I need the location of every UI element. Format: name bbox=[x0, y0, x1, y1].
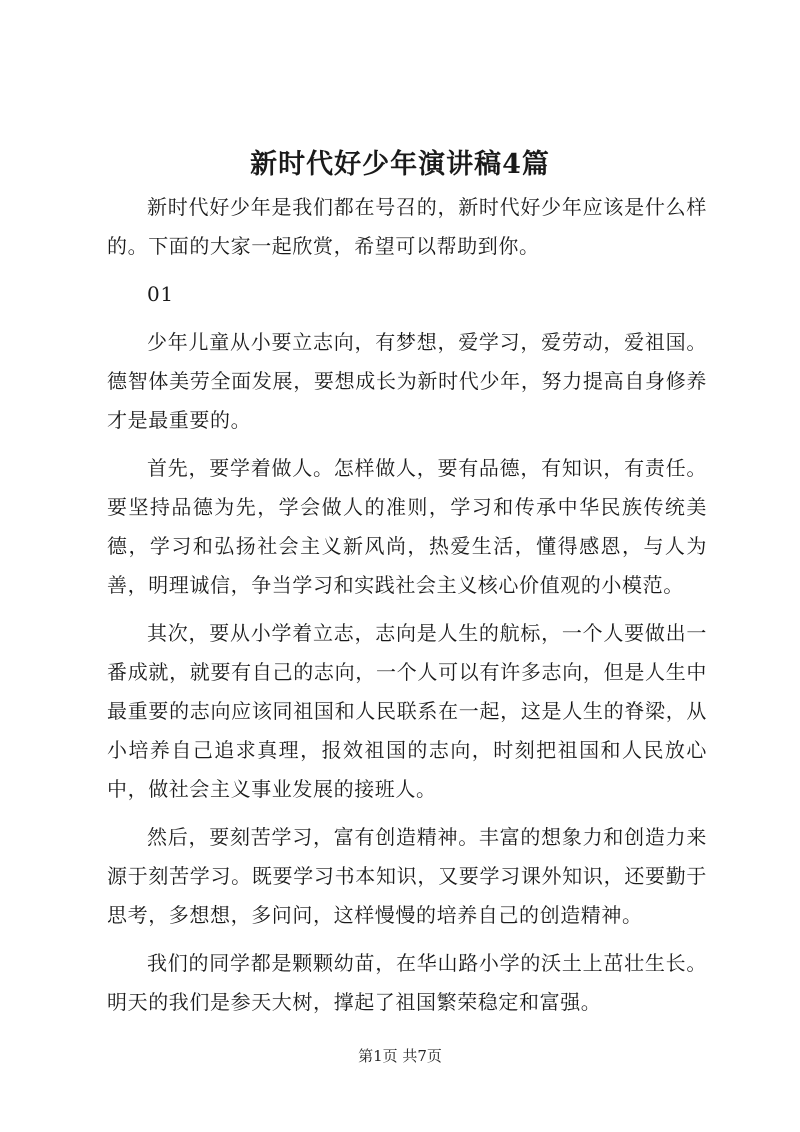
document-title: 新时代好少年演讲稿4篇 bbox=[250, 149, 550, 180]
paragraph-second: 其次，要从小学着立志，志向是人生的航标，一个人要做出一番成就，就要有自己的志向，一个人可以有许多志向，但是人生中最重要的志向应该同祖国和人民联系在一起，这是人生的脊梁，从小培养自己追求真理，报效祖国的志向，时刻把祖国和人民放心中，做社会主义事业发展的接班人。 bbox=[107, 621, 707, 801]
section-number: 01 bbox=[147, 282, 174, 306]
paragraph-aspiration: 少年儿童从小要立志向，有梦想，爱学习，爱劳动，爱祖国。德智体美劳全面发展，要想成长为新时代少年，努力提高自身修养才是最重要的。 bbox=[107, 330, 707, 432]
paragraph-closing: 我们的同学都是颗颗幼苗，在华山路小学的沃土上茁壮生长。明天的我们是参天大树，撑起了祖国繁荣稳定和富强。 bbox=[107, 951, 707, 1014]
paragraph-third: 然后，要刻苦学习，富有创造精神。丰富的想象力和创造力来源于刻苦学习。既要学习书本知识，又要学习课外知识，还要勤于思考，多想想，多问问，这样慢慢的培养自己的创造精神。 bbox=[107, 825, 707, 927]
document-body bbox=[107, 188, 707, 1031]
paragraph-first: 首先，要学着做人。怎样做人，要有品德，有知识，有责任。要坚持品德为先，学会做人的准则，学习和传承中华民族传统美德，学习和弘扬社会主义新风尚，热爱生活，懂得感恩，与人为善，明理诚信，争当学习和实践社会主义核心价值观的小模范。 bbox=[107, 456, 707, 597]
page-footer: 第1页 共7页 bbox=[358, 1047, 442, 1065]
paragraph-intro: 新时代好少年是我们都在号召的，新时代好少年应该是什么样的。下面的大家一起欣赏，希望可以帮助到你。 bbox=[107, 195, 707, 258]
